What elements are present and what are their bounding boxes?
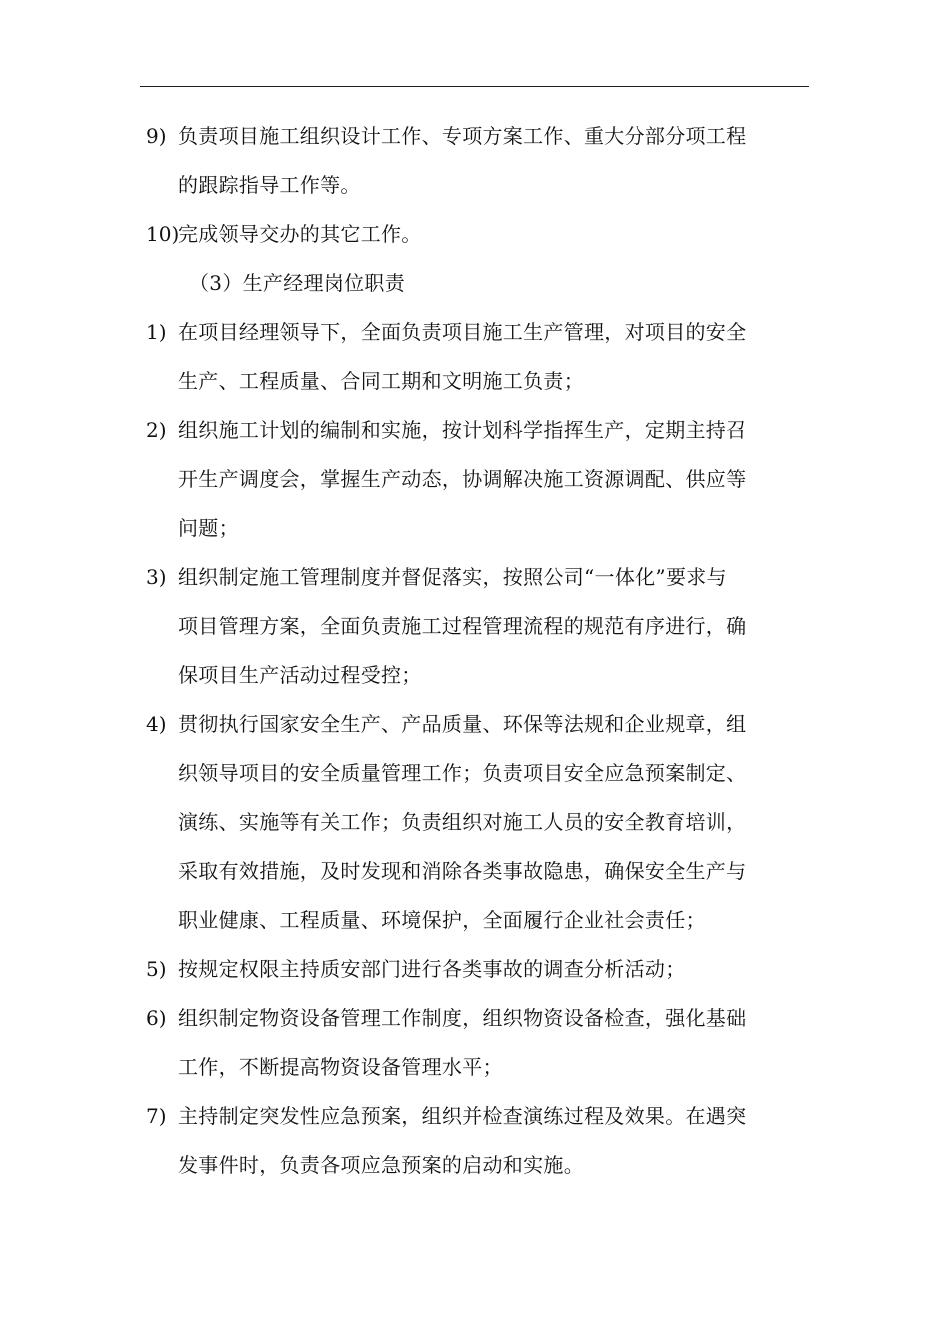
list-item-number: 1) [146,320,167,344]
section-heading: （3）生产经理岗位职责 [189,271,406,295]
list-item [0,308,950,406]
list-item [0,112,950,210]
list-item [0,553,950,700]
list-item [0,994,950,1092]
text-line: 组织施工计划的编制和实施，按计划科学指挥生产，定期主持召 [178,418,747,442]
text-line: 组织制定物资设备管理工作制度，组织物资设备检查，强化基础 [178,1006,747,1030]
document-body [0,112,950,1190]
text-line: 的跟踪指导工作等。 [178,173,361,197]
list-item-number: 2) [146,418,167,442]
text-line: 问题； [178,516,239,540]
text-line: 织领导项目的安全质量管理工作；负责项目安全应急预案制定、 [178,761,747,785]
text-line: 组织制定施工管理制度并督促落实，按照公司“一体化”要求与 [178,565,727,589]
text-line: 完成领导交办的其它工作。 [178,222,422,246]
list-item-number: 5) [146,957,167,981]
list-item-text [178,994,808,1092]
list-item-number: 6) [146,1006,167,1030]
list-item-text [178,1092,808,1190]
text-line: 职业健康、工程质量、环境保护，全面履行企业社会责任； [178,908,706,932]
list-item-text [178,406,808,553]
list-item-number: 10) [146,222,180,246]
duty-list-continued [0,112,950,259]
text-line: 开生产调度会，掌握生产动态，协调解决施工资源调配、供应等 [178,467,747,491]
list-item [0,700,950,945]
text-line: 生产、工程质量、合同工期和文明施工负责； [178,369,584,393]
list-item-text [178,700,808,945]
header-rule [140,86,809,87]
list-item [0,1092,950,1190]
list-item-text [178,308,808,406]
list-item-text [178,210,808,259]
text-line: 发事件时，负责各项应急预案的启动和实施。 [178,1153,584,1177]
text-line: 负责项目施工组织设计工作、专项方案工作、重大分部分项工程 [178,124,747,148]
list-item-text [178,553,808,700]
text-line: 工作，不断提高物资设备管理水平； [178,1055,503,1079]
list-item-number: 9) [146,124,167,148]
list-item [0,406,950,553]
text-line: 项目管理方案，全面负责施工过程管理流程的规范有序进行，确 [178,614,747,638]
text-line: 贯彻执行国家安全生产、产品质量、环保等法规和企业规章，组 [178,712,747,736]
text-line: 演练、实施等有关工作；负责组织对施工人员的安全教育培训， [178,810,747,834]
list-item-text [178,945,808,994]
list-item [0,945,950,994]
production-manager-duty-list [0,308,950,1190]
list-item-number: 3) [146,565,167,589]
text-line: 采取有效措施，及时发现和消除各类事故隐患，确保安全生产与 [178,859,747,883]
list-item-text [178,112,808,210]
list-item-number: 7) [146,1104,167,1128]
text-line: 主持制定突发性应急预案，组织并检查演练过程及效果。在遇突 [178,1104,747,1128]
text-line: 保项目生产活动过程受控； [178,663,422,687]
list-item [0,210,950,259]
text-line: 在项目经理领导下，全面负责项目施工生产管理，对项目的安全 [178,320,747,344]
text-line: 按规定权限主持质安部门进行各类事故的调查分析活动； [178,957,686,981]
list-item-number: 4) [146,712,167,736]
